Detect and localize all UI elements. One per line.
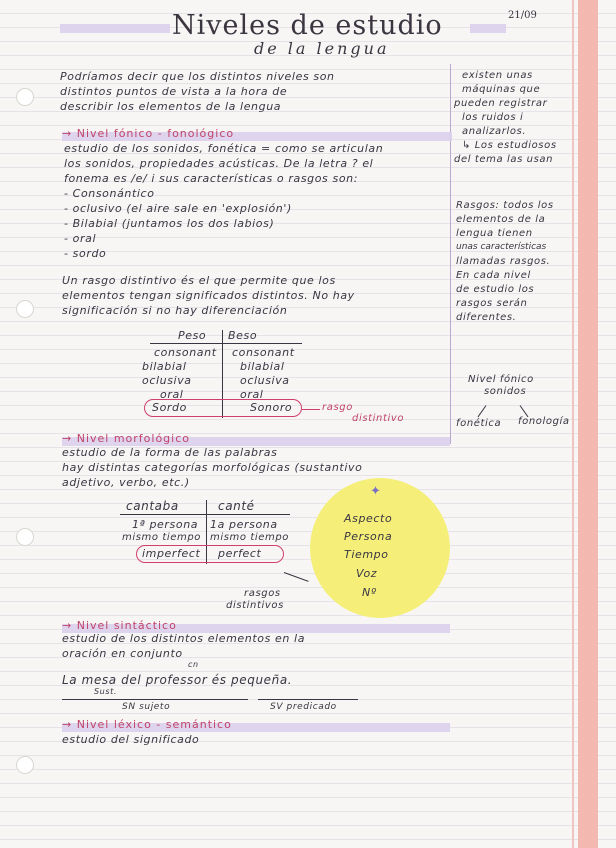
table-divider [150,343,302,344]
arrow-icon [302,409,320,410]
side-note: del tema las usan [454,154,554,165]
section-text: - oclusivo (el aire sale en 'explosión') [64,202,292,215]
diagram-node: fonética [456,418,502,429]
side-note: existen unas [462,70,533,81]
section-text: los sonidos, propiedades acústicas. De la letra ? el [64,157,374,170]
title-highlight-left [60,24,170,33]
diagram-node: sonidos [484,386,527,397]
side-note: máquinas que [462,84,541,95]
table-header: cantaba [126,499,179,513]
side-note: analizarlos. [462,126,527,137]
section-text: adjetivo, verbo, etc.) [62,476,190,489]
section-text: hay distintas categorías morfológicas (sustantivo [62,461,363,474]
section-text: - Consonántico [64,187,155,200]
side-note: unas características [456,242,547,252]
section-text: Un rasgo distintivo és el que permite que los [62,274,336,287]
circle-item: Nº [362,586,377,599]
section-text: estudio de los sonidos, fonética = como se articulan [64,142,384,155]
binder-hole [16,528,34,546]
table-header: Peso [178,329,207,342]
side-note: ↳ Los estudiosos [462,140,557,151]
section-text: elementos tengan significados distintos. No hay [62,289,355,302]
intro-line: describir los elementos de la lengua [60,100,282,113]
binder-hole [16,300,34,318]
sentence-label: SV predicado [270,702,337,712]
section-text: estudio de la forma de las palabras [62,446,278,459]
side-note: rasgos serán [456,298,528,309]
table-cell: oral [160,388,184,401]
table-cell: imperfect [142,547,201,560]
arrow-icon [284,572,309,582]
table-cell: bilabial [142,360,187,373]
title-highlight-right [470,24,506,33]
section-text: fonema es /e/ i sus características o rasgos son: [64,172,359,185]
section-heading-phonic: → Nivel fónico - fonológico [62,127,235,140]
diagram-node: fonología [518,416,570,427]
table-cell: oral [240,388,264,401]
margin-strip [578,0,598,848]
page-title: Niveles de estudio [172,10,443,41]
table-cell: Sordo [152,401,187,414]
binder-hole [16,756,34,774]
table-header: canté [218,499,255,513]
table-cell: oclusiva [142,374,192,387]
column-divider [450,64,451,444]
date-label: 21/09 [508,10,537,21]
annotation-text: rasgos [244,588,281,599]
side-note: diferentes. [456,312,517,323]
circle-item: Aspecto [344,512,393,525]
annotation-text: rasgo [322,402,353,413]
page-subtitle: de la lengua [254,39,390,58]
table-divider [120,514,290,515]
table-cell: perfect [218,547,262,560]
example-sentence: La mesa del professor és pequeña. [62,673,293,687]
sentence-label: cn [188,660,199,669]
table-cell: consonant [232,346,295,359]
side-note: elementos de la [456,214,546,225]
diagram-node: Nivel fónico [468,374,534,385]
table-cell: mismo tiempo [210,532,290,543]
bracket-line [62,699,248,700]
table-cell: 1a persona [210,518,278,531]
side-note: los ruidos i [462,112,524,123]
circle-item: Persona [344,530,393,543]
section-text: - oral [64,232,97,245]
section-text: - sordo [64,247,107,260]
sentence-label: Sust. [94,687,117,696]
section-heading-lexical: → Nivel léxico - semántico [62,718,232,731]
section-text: significación si no hay diferenciación [62,304,288,317]
annotation-text: distintivo [352,413,405,424]
side-note: Rasgos: todos los [456,200,554,211]
table-header: Beso [228,329,258,342]
section-text: oración en conjunto [62,647,183,660]
circle-item: Voz [356,567,378,580]
annotation-text: distintivos [226,600,284,611]
margin-line [572,0,574,848]
side-note: llamadas rasgos. [456,256,551,267]
section-text: - Bilabial (juntamos los dos labios) [64,217,275,230]
section-text: estudio de los distintos elementos en la [62,632,306,645]
table-cell: consonant [154,346,217,359]
table-cell: mismo tiempo [122,532,202,543]
side-note: En cada nivel [456,270,531,281]
side-note: pueden registrar [454,98,548,109]
table-cell: bilabial [240,360,285,373]
intro-line: Podríamos decir que los distintos niveles son [60,70,335,83]
arrow-icon [478,405,487,417]
section-heading-morphologic: → Nivel morfológico [62,432,191,445]
intro-line: distintos puntos de vista a la hora de [60,85,288,98]
section-text: estudio del significado [62,733,200,746]
binder-hole [16,88,34,106]
side-note: de estudio los [456,284,535,295]
table-cell: Sonoro [250,401,293,414]
table-cell: oclusiva [240,374,290,387]
side-note: lengua tienen [456,228,533,239]
bracket-line [258,699,358,700]
table-cell: 1ª persona [132,518,199,531]
circle-item: Tiempo [344,548,389,561]
sparkle-icon: ✦ [370,484,381,499]
section-heading-syntactic: → Nivel sintáctico [62,619,177,632]
sentence-label: SN sujeto [122,702,171,712]
